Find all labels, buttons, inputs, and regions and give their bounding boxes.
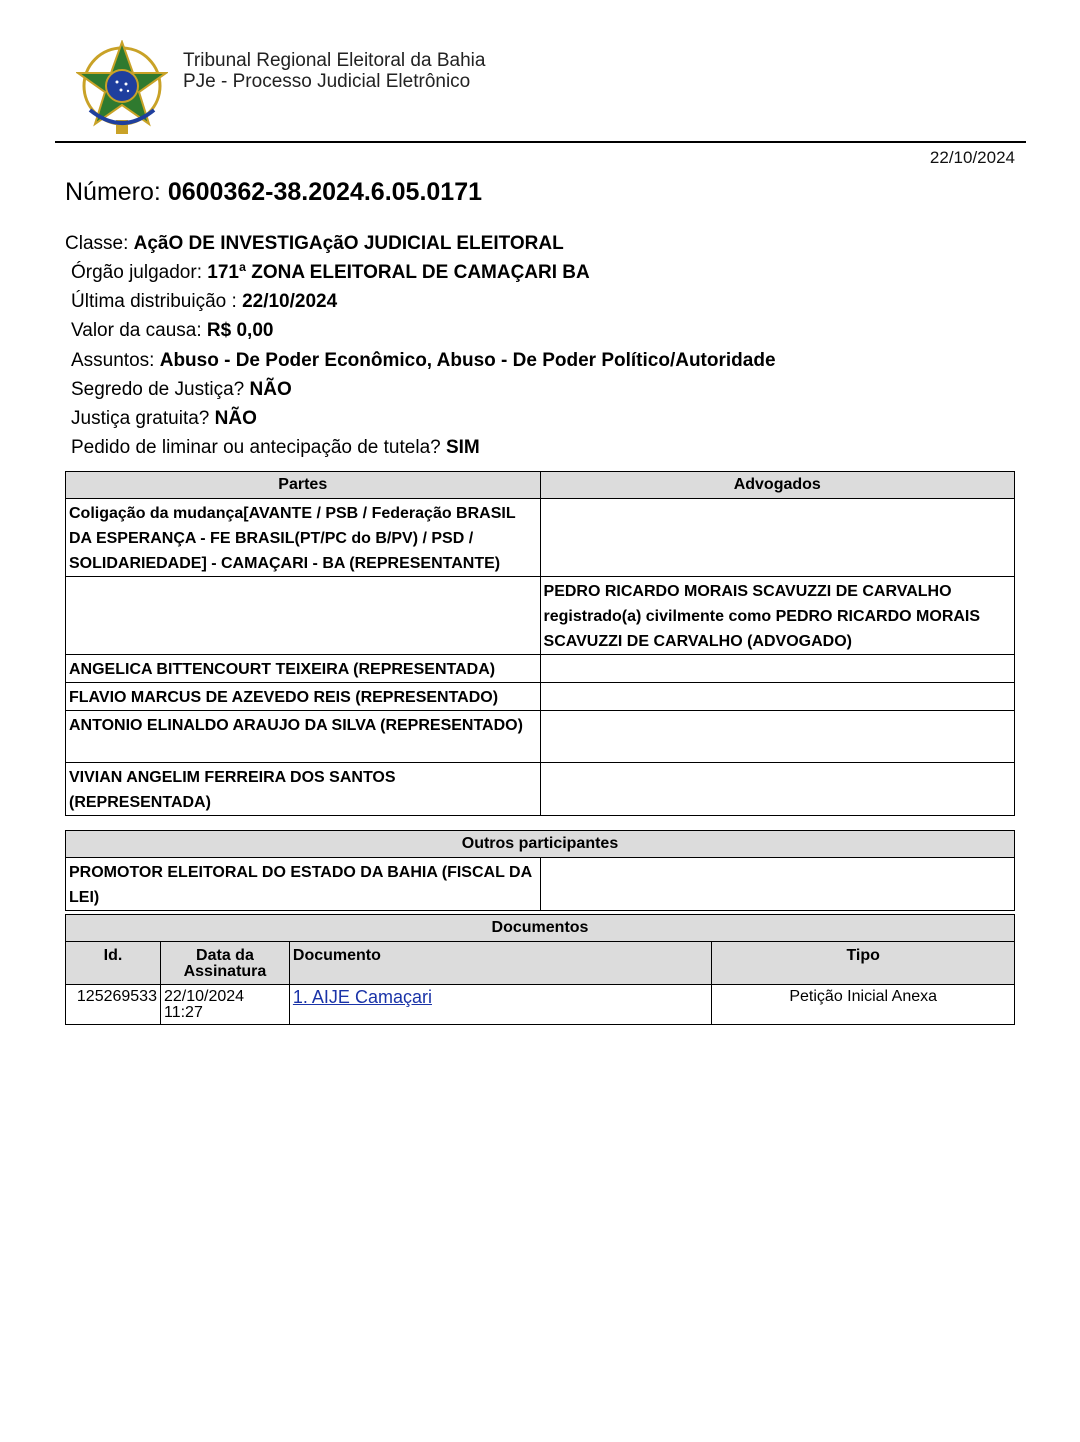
col-id-header: Id. <box>66 942 161 985</box>
advogado-cell <box>540 711 1014 763</box>
gratuita-value: NÃO <box>214 408 257 429</box>
col-documento-header: Documento <box>289 942 711 985</box>
process-number-label: Número: <box>65 178 161 206</box>
advogado-cell <box>540 655 1014 683</box>
orgao-line <box>71 262 590 284</box>
orgao-label: Órgão julgador: <box>71 262 202 283</box>
doc-id-cell: 125269533 <box>66 985 161 1025</box>
gratuita-line <box>71 408 257 430</box>
header-text <box>183 50 485 92</box>
system-name: PJe - Processo Judicial Eletrônico <box>183 71 471 92</box>
valor-line <box>71 320 273 342</box>
assuntos-label: Assuntos: <box>71 350 155 371</box>
partes-table <box>65 471 1015 816</box>
table-header-row <box>66 831 1015 858</box>
advogado-cell: PEDRO RICARDO MORAIS SCAVUZZI DE CARVALHO registrado(a) civilmente como PEDRO RICARDO MORAIS SCAVUZZI DE CARVALHO (ADVOGADO) <box>540 577 1014 655</box>
parte-cell: ANTONIO ELINALDO ARAUJO DA SILVA (REPRESENTADO) <box>66 711 541 763</box>
table-header-row <box>66 915 1015 942</box>
col-tipo-header: Tipo <box>712 942 1015 985</box>
table-row <box>66 577 1015 655</box>
advogado-cell <box>540 683 1014 711</box>
parte-cell: ANGELICA BITTENCOURT TEIXEIRA (REPRESENTADA) <box>66 655 541 683</box>
segredo-value: NÃO <box>249 379 292 400</box>
table-row <box>66 655 1015 683</box>
doc-tipo-cell: Petição Inicial Anexa <box>712 985 1015 1025</box>
doc-documento-cell <box>289 985 711 1025</box>
outros-title: Outros participantes <box>66 831 1015 858</box>
process-number <box>65 178 482 207</box>
participante-cell: PROMOTOR ELEITORAL DO ESTADO DA BAHIA (FISCAL DA LEI) <box>66 858 541 911</box>
doc-data-cell: 22/10/2024 11:27 <box>160 985 289 1025</box>
distribuicao-label: Última distribuição : <box>71 291 237 312</box>
liminar-line <box>71 437 480 459</box>
gratuita-label: Justiça gratuita? <box>71 408 210 429</box>
table-row <box>66 985 1015 1025</box>
parte-cell <box>66 577 541 655</box>
liminar-label: Pedido de liminar ou antecipação de tutela? <box>71 437 441 458</box>
parte-cell: FLAVIO MARCUS DE AZEVEDO REIS (REPRESENTADO) <box>66 683 541 711</box>
col-data-header: Data da Assinatura <box>160 942 289 985</box>
valor-value: R$ 0,00 <box>206 320 274 341</box>
document-link[interactable]: 1. AIJE Camaçari <box>292 987 432 1007</box>
document-date: 22/10/2024 <box>929 148 1015 167</box>
parte-cell: VIVIAN ANGELIM FERREIRA DOS SANTOS (REPRESENTADA) <box>66 763 541 816</box>
parte-cell: Coligação da mudança[AVANTE / PSB / Federação BRASIL DA ESPERANÇA - FE BRASIL(PT/PC do B/PV) / PSD / SOLIDARIEDADE] - CAMAÇARI - BA (REPRESENTANTE) <box>66 499 541 577</box>
process-number-value: 0600362-38.2024.6.05.0171 <box>167 178 483 206</box>
classe-value: AçãO DE INVESTIGAçãO JUDICIAL ELEITORAL <box>133 233 564 254</box>
brasao-emblem <box>76 40 168 138</box>
distribuicao-value: 22/10/2024 <box>242 291 338 312</box>
col-advogados-header: Advogados <box>540 472 1014 499</box>
assuntos-line <box>71 350 776 372</box>
assuntos-value: Abuso - De Poder Econômico, Abuso - De Poder Político/Autoridade <box>159 350 776 371</box>
table-row <box>66 683 1015 711</box>
participante-extra-cell <box>540 858 1014 911</box>
table-row <box>66 763 1015 816</box>
documentos-table <box>65 914 1015 1025</box>
tribunal-name: Tribunal Regional Eleitoral da Bahia <box>183 50 486 71</box>
classe-label: Classe: <box>65 233 129 254</box>
table-header-row <box>66 472 1015 499</box>
header-divider <box>55 141 1026 143</box>
col-partes-header: Partes <box>66 472 541 499</box>
advogado-cell <box>540 763 1014 816</box>
documentos-title: Documentos <box>66 915 1015 942</box>
outros-participantes-table <box>65 830 1015 911</box>
advogado-cell <box>540 499 1014 577</box>
table-subheader-row <box>66 942 1015 985</box>
valor-label: Valor da causa: <box>71 320 202 341</box>
table-row <box>66 858 1015 911</box>
table-row <box>66 711 1015 763</box>
orgao-value: 171ª ZONA ELEITORAL DE CAMAÇARI BA <box>207 262 590 283</box>
classe-line <box>65 233 564 255</box>
distribuicao-line <box>71 291 337 313</box>
segredo-label: Segredo de Justiça? <box>71 379 245 400</box>
table-row <box>66 499 1015 577</box>
segredo-line <box>71 379 292 401</box>
liminar-value: SIM <box>445 437 480 458</box>
